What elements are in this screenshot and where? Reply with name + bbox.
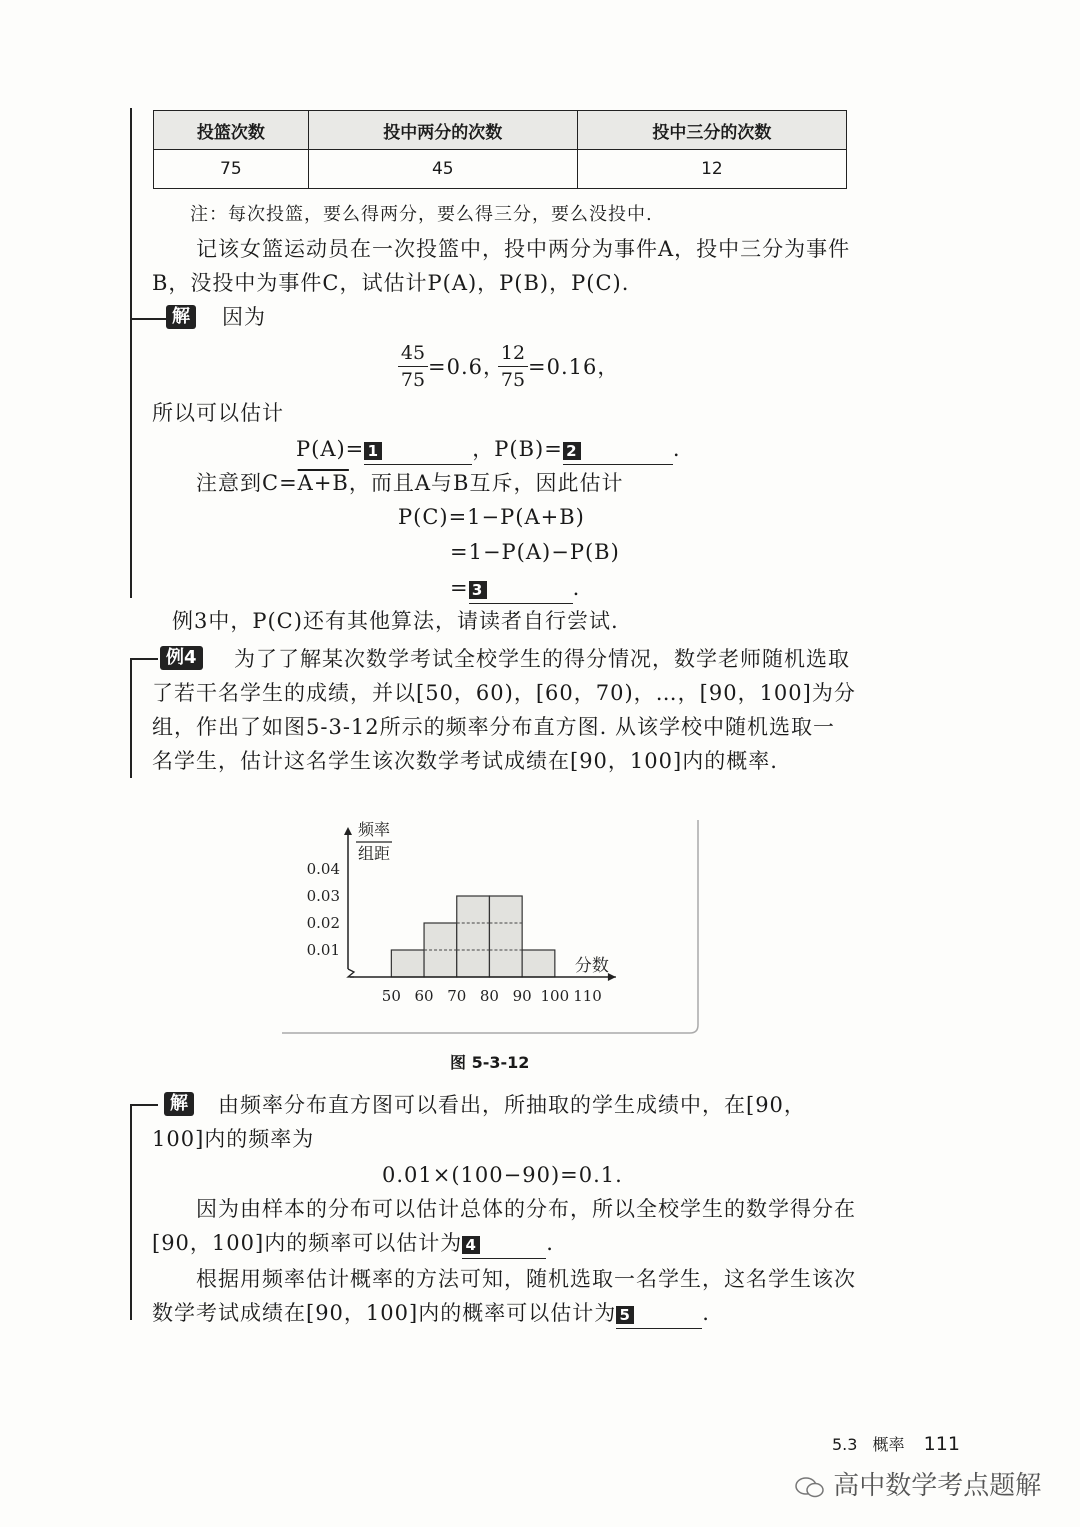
fraction-denominator: 75: [400, 369, 426, 391]
watermark: [795, 1465, 1041, 1502]
fraction-value: =0.16，: [528, 355, 620, 379]
histogram-bar: [457, 896, 490, 977]
y-axis-arrow: [344, 827, 352, 835]
ex4-line2: 了若干名学生的成绩，并以[50，60)，[60，70)，…，[90，100]为分: [152, 681, 856, 705]
ex3-line1: 记该女篮运动员在一次投篮中，投中两分为事件A，投中三分为事件: [196, 237, 851, 261]
table-cell: 45: [308, 150, 577, 189]
ex4-solution-line4: [152, 1228, 554, 1259]
ex4-solution-line5: 根据用频率估计概率的方法可知，随机选取一名学生，这名学生该次: [196, 1267, 856, 1291]
x-tick-label: 70: [447, 987, 467, 1005]
table-header-cell: 投中三分的次数: [577, 111, 846, 150]
ex4-line1: 为了了解某次数学考试全校学生的得分情况，数学老师随机选取: [234, 647, 850, 671]
table-cell: 12: [577, 150, 846, 189]
wechat-icon: [795, 1476, 825, 1498]
pb-label: ，P(B)=: [472, 437, 563, 461]
margin-hook-example3: [130, 318, 170, 320]
table-header-cell: 投中两分的次数: [308, 111, 577, 150]
note-c-post: ，而且A与B互斥，因此估计: [348, 471, 624, 495]
end-dot: .: [572, 576, 581, 600]
solution-tag: 解: [164, 1092, 194, 1116]
x-tick-label: 80: [479, 987, 499, 1005]
end-dot: .: [702, 1301, 710, 1325]
frequency-histogram: [280, 815, 710, 1040]
margin-bar-example3: [130, 108, 132, 598]
margin-bar-example4: [130, 658, 132, 778]
histogram-bar: [522, 950, 555, 977]
ex3-solution-intro: 因为: [222, 305, 266, 329]
x-tick-label: 60: [414, 987, 434, 1005]
y-axis-label-denominator: 组距: [357, 844, 391, 863]
watermark-text: 高中数学考点题解: [833, 1471, 1042, 1501]
end-dot: .: [672, 437, 681, 461]
solution-tag: 解: [166, 305, 196, 329]
ex4-line4: 名学生，估计这名学生该次数学考试成绩在[90，100]内的概率.: [152, 749, 778, 773]
note-c-overline: A+B: [297, 471, 349, 495]
fraction-numerator: 45: [400, 342, 426, 364]
table-header-row: [154, 111, 847, 150]
y-axis-label-numerator: 频率: [357, 820, 391, 839]
ex3-line2: B，没投中为事件C，试估计P(A)，P(B)，P(C).: [152, 271, 630, 295]
end-dot: .: [546, 1231, 554, 1255]
answer-blank-2[interactable]: [563, 434, 673, 465]
ex4-line3: 组，作出了如图5-3-12所示的频率分布直方图. 从该学校中随机选取一: [152, 715, 835, 739]
fraction-12-75: [498, 342, 528, 391]
x-tick-label: 50: [381, 987, 401, 1005]
ex3-so-estimate: 所以可以估计: [152, 401, 284, 425]
footer-section: 5.3: [832, 1435, 858, 1454]
margin-hook-solution4: [130, 1104, 158, 1106]
answer-blank-5[interactable]: [616, 1298, 702, 1329]
y-tick-label: 0.04: [306, 860, 340, 878]
ex3-remark: 例3中，P(C)还有其他算法，请读者自行尝试.: [172, 609, 619, 633]
blank-number: 4: [462, 1236, 480, 1254]
table-note: 注：每次投篮，要么得两分，要么得三分，要么没投中.: [190, 204, 653, 225]
y-tick-label: 0.03: [306, 887, 340, 905]
fraction-bar: [398, 366, 428, 367]
ex4-solution-equation: 0.01×(100−90)=0.1.: [382, 1163, 623, 1187]
blank-number: 1: [364, 442, 382, 460]
fraction-bar: [498, 366, 528, 367]
ex4-solution-line6: [152, 1298, 710, 1329]
margin-hook-example4: [130, 658, 158, 660]
fraction-45-75: [398, 342, 428, 391]
y-tick-label: 0.01: [306, 941, 340, 959]
histogram-bar: [391, 950, 424, 977]
ex3-note-c: [196, 468, 623, 498]
note-c-pre: 注意到C=: [196, 471, 298, 495]
blank-number: 2: [563, 442, 581, 460]
x-tick-label: 90: [512, 987, 532, 1005]
answer-blank-3[interactable]: [469, 573, 573, 604]
ex3-pa-pb-line: [296, 434, 681, 465]
table-row: [154, 150, 847, 189]
answer-blank-4[interactable]: [462, 1228, 546, 1259]
x-axis-label: 分数: [574, 956, 609, 976]
y-tick-label: 0.02: [306, 914, 340, 932]
sol6-pre: 数学考试成绩在[90，100]内的概率可以估计为: [152, 1301, 617, 1325]
sol4-pre: [90，100]内的频率可以估计为: [152, 1231, 463, 1255]
fraction-denominator: 75: [500, 369, 526, 391]
x-tick-label: 110: [573, 987, 602, 1005]
eq3-pre: =: [450, 576, 469, 600]
page-footer: [832, 1432, 960, 1455]
blank-number: 5: [616, 1306, 634, 1324]
page-number: 111: [923, 1433, 960, 1455]
axis-break-mark: [348, 969, 354, 977]
answer-blank-1[interactable]: [364, 434, 472, 465]
figure-caption: 图 5-3-12: [450, 1053, 530, 1072]
table-header-cell: 投篮次数: [154, 111, 309, 150]
shots-table: [153, 110, 847, 189]
fraction-numerator: 12: [500, 342, 526, 364]
ex3-eq2: =1−P(A)−P(B): [450, 540, 620, 564]
x-tick-label: 100: [540, 987, 570, 1005]
ex4-solution-line2: 100]内的频率为: [152, 1127, 315, 1151]
pa-label: P(A)=: [296, 437, 365, 461]
ex4-solution-line3: 因为由样本的分布可以估计总体的分布，所以全校学生的数学得分在: [196, 1197, 856, 1221]
fraction-value: =0.6，: [428, 355, 505, 379]
table-cell: 75: [154, 150, 309, 189]
ex3-eq1: P(C)=1−P(A+B): [398, 505, 585, 529]
blank-number: 3: [469, 581, 487, 599]
footer-title: 概率: [872, 1435, 905, 1454]
example-4-tag: 例4: [160, 646, 203, 670]
ex4-solution-line1: 由频率分布直方图可以看出，所抽取的学生成绩中，在[90，: [218, 1093, 806, 1117]
ex3-eq3: [450, 573, 580, 604]
histogram-bar: [489, 896, 522, 977]
margin-bar-solution4: [130, 1104, 132, 1320]
x-axis-arrow: [608, 973, 616, 981]
